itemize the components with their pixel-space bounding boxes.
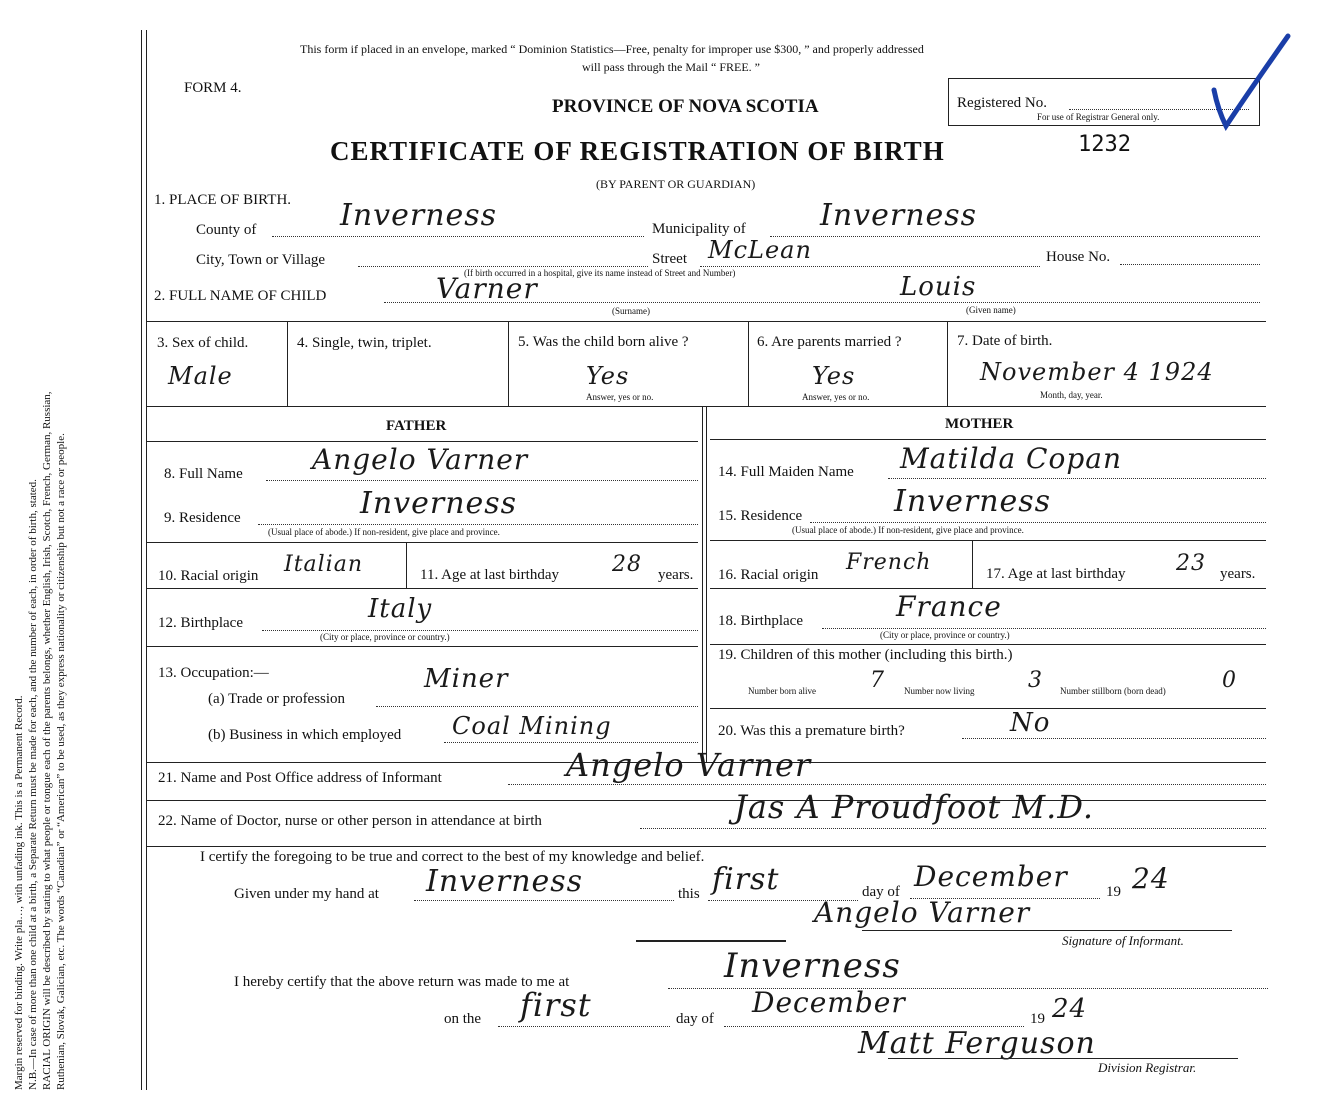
mail-notice-2: will pass through the Mail “ FREE. ” <box>582 60 760 74</box>
father-race-label: 10. Racial origin <box>158 568 259 584</box>
registered-label: Registered No. <box>957 95 1047 111</box>
father-age-value: 28 <box>612 552 642 577</box>
municipality-value: Inverness <box>820 198 978 233</box>
form-number: FORM 4. <box>184 80 242 96</box>
mother-race-label: 16. Racial origin <box>718 567 819 583</box>
registrar-day-of-label: day of <box>676 1011 714 1027</box>
father-years-label: years. <box>658 567 694 583</box>
born-alive-count: 7 <box>870 668 885 693</box>
doctor-label: 22. Name of Doctor, nurse or other person in attendance at birth <box>158 813 542 829</box>
registrar-note: For use of Registrar General only. <box>1037 112 1160 122</box>
business-label: (b) Business in which employed <box>208 727 402 743</box>
now-living-count: 3 <box>1028 668 1043 693</box>
day-of-label: day of <box>862 884 900 900</box>
registrar-statement: I hereby certify that the above return was made to me at <box>234 974 570 990</box>
margin-note-1: Margin reserved for binding. Write pla…, with unfading ink. This is a Permanent Record. <box>13 695 25 1090</box>
child-surname: Varner <box>436 272 538 305</box>
street-value: McLean <box>708 236 812 264</box>
registrar-year-prefix: 19 <box>1030 1011 1045 1027</box>
mother-heading: MOTHER <box>945 416 1014 432</box>
house-number-label: House No. <box>1046 249 1111 265</box>
street-label: Street <box>652 251 687 267</box>
this-label: this <box>678 886 700 902</box>
division-registrar-label: Division Registrar. <box>1098 1060 1197 1075</box>
father-birthplace-label: 12. Birthplace <box>158 615 243 631</box>
document-title: CERTIFICATE OF REGISTRATION OF BIRTH <box>330 136 945 166</box>
mother-age-label: 17. Age at last birthday <box>986 566 1126 582</box>
father-birthplace-hint: (City or place, province or country.) <box>320 632 450 642</box>
now-living-label: Number now living <box>904 686 975 696</box>
doctor-value: Jas A Proudfoot M.D. <box>734 788 1094 826</box>
sex-value: Male <box>168 362 233 390</box>
child-name-label: 2. FULL NAME OF CHILD <box>154 288 327 304</box>
mother-birthplace-hint: (City or place, province or country.) <box>880 630 1010 640</box>
premature-value: No <box>1010 708 1051 738</box>
stillborn-count: 0 <box>1222 668 1237 693</box>
parents-married-hint: Answer, yes or no. <box>802 392 870 402</box>
informant-signature: Angelo Varner <box>814 896 1031 929</box>
margin-note-3: RACIAL ORIGIN will be described by stating to what people or tongue each of the parents belongs, whether English, Irish, Scotch, French, German, Russian, <box>41 391 53 1090</box>
parents-married-label: 6. Are parents married ? <box>757 334 902 350</box>
father-residence-value: Inverness <box>360 486 518 521</box>
father-name-value: Angelo Varner <box>312 443 529 476</box>
margin-notes <box>12 30 68 1090</box>
left-border-inner <box>141 30 142 1090</box>
born-alive-value: Yes <box>586 362 630 390</box>
father-race-value: Italian <box>284 552 364 577</box>
document-subtitle: (BY PARENT OR GUARDIAN) <box>596 177 756 191</box>
county-value: Inverness <box>340 198 498 233</box>
registrar-day-value: first <box>520 986 592 1024</box>
stamp-number: 1232 <box>1078 132 1131 157</box>
margin-note-4: Ruthenian, Slovak, Galician, etc. The words “Canadian” or “American” to be used, as they express nationality or citizenship but not a race or people. <box>55 433 67 1090</box>
mother-birthplace-label: 18. Birthplace <box>718 613 803 629</box>
on-the-label: on the <box>444 1011 482 1027</box>
mother-age-value: 23 <box>1176 551 1206 576</box>
informant-signature-label: Signature of Informant. <box>1062 933 1184 948</box>
mother-name-label: 14. Full Maiden Name <box>718 464 854 480</box>
mother-name-value: Matilda Copan <box>900 442 1122 475</box>
given-name-label: (Given name) <box>966 305 1016 315</box>
parents-married-value: Yes <box>812 362 856 390</box>
trade-value: Miner <box>424 664 509 694</box>
father-residence-label: 9. Residence <box>164 510 241 526</box>
sex-label: 3. Sex of child. <box>157 335 249 351</box>
father-residence-hint: (Usual place of abode.) If non-resident, give place and province. <box>268 527 500 537</box>
father-age-label: 11. Age at last birthday <box>420 567 559 583</box>
mother-residence-value: Inverness <box>894 484 1052 519</box>
municipality-label: Municipality of <box>652 221 746 237</box>
province-title: PROVINCE OF NOVA SCOTIA <box>552 96 819 117</box>
born-alive-hint: Answer, yes or no. <box>586 392 654 402</box>
mother-years-label: years. <box>1220 566 1256 582</box>
father-heading: FATHER <box>386 418 447 434</box>
trade-label: (a) Trade or profession <box>208 691 346 707</box>
left-border <box>146 30 147 1090</box>
date-of-birth-label: 7. Date of birth. <box>957 333 1053 349</box>
place-of-birth-label: 1. PLACE OF BIRTH. <box>154 192 292 208</box>
registrar-year-value: 24 <box>1052 994 1088 1024</box>
year-prefix: 19 <box>1106 884 1121 900</box>
stillborn-label: Number stillborn (born dead) <box>1060 686 1166 696</box>
registrar-month-value: December <box>752 986 906 1019</box>
margin-note-2: N.B.—In case of more than one child at a birth, a Separate Return must be made for each, and the number of each, in order of birth, stated. <box>27 479 39 1090</box>
date-of-birth-hint: Month, day, year. <box>1040 390 1103 400</box>
informant-label: 21. Name and Post Office address of Informant <box>158 770 442 786</box>
date-of-birth-value: November 4 1924 <box>980 358 1214 386</box>
given-year-value: 24 <box>1132 862 1170 895</box>
children-label: 19. Children of this mother (including this birth.) <box>718 647 1013 663</box>
child-given-name: Louis <box>900 272 977 302</box>
surname-label: (Surname) <box>612 306 650 316</box>
born-alive-label: 5. Was the child born alive ? <box>518 334 689 350</box>
registrar-place-value: Inverness <box>724 946 901 986</box>
county-label: County of <box>196 222 257 238</box>
mother-birthplace-value: France <box>896 590 1002 623</box>
hospital-note: (If birth occurred in a hospital, give its name instead of Street and Number) <box>464 268 736 278</box>
given-under-label: Given under my hand at <box>234 886 379 902</box>
certification-statement: I certify the foregoing to be true and correct to the best of my knowledge and belief. <box>200 849 705 865</box>
registrar-signature: Matt Ferguson <box>858 1026 1096 1061</box>
business-value: Coal Mining <box>452 712 612 740</box>
premature-label: 20. Was this a premature birth? <box>718 723 905 739</box>
given-month-value: December <box>914 860 1068 893</box>
given-place-value: Inverness <box>426 864 584 899</box>
city-label: City, Town or Village <box>196 252 326 268</box>
father-birthplace-value: Italy <box>368 594 433 624</box>
born-alive-count-label: Number born alive <box>748 686 816 696</box>
mother-residence-label: 15. Residence <box>718 508 803 524</box>
mother-race-value: French <box>846 550 932 575</box>
informant-value: Angelo Varner <box>566 746 812 784</box>
checkmark-icon <box>1200 30 1295 140</box>
mail-notice-1: This form if placed in an envelope, marked “ Dominion Statistics—Free, penalty for improper use $300, ” and properly addressed <box>300 42 924 56</box>
mother-residence-hint: (Usual place of abode.) If non-resident, give place and province. <box>792 525 1024 535</box>
occupation-label: 13. Occupation:— <box>158 665 269 681</box>
father-name-label: 8. Full Name <box>164 466 243 482</box>
given-day-value: first <box>712 862 780 897</box>
plurality-label: 4. Single, twin, triplet. <box>297 335 432 351</box>
